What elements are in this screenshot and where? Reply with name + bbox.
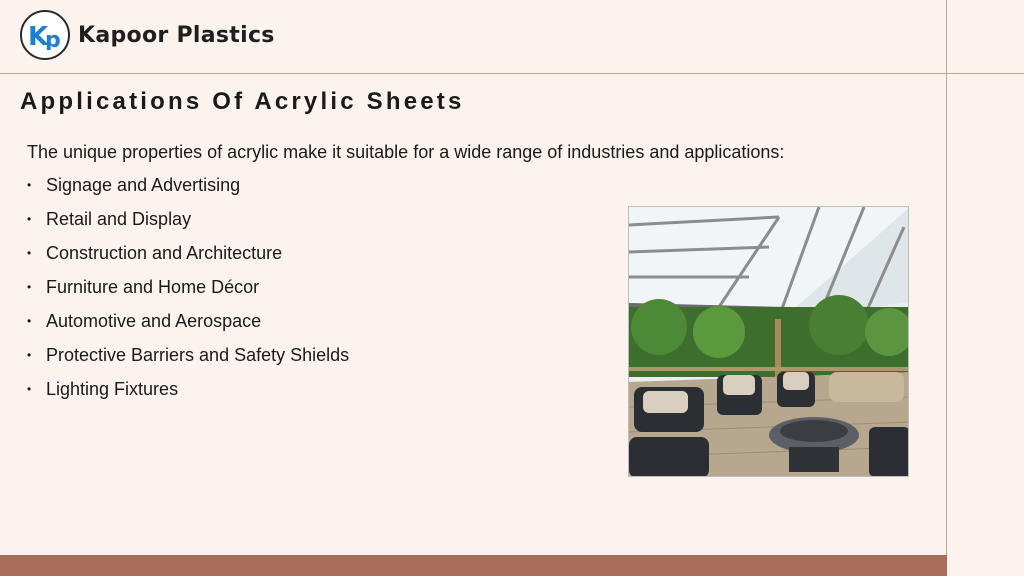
applications-list (27, 174, 349, 412)
list-item: • Protective Barriers and Safety Shields (27, 345, 350, 365)
list-item: • Signage and Advertising (27, 175, 241, 195)
list-item: • Automotive and Aerospace (27, 311, 262, 331)
bullet-icon: • (27, 382, 32, 396)
slide-title: Applications Of Acrylic Sheets (20, 88, 465, 115)
footer-bar (0, 555, 947, 576)
list-item: • Furniture and Home Décor (27, 277, 260, 297)
list-item: • Lighting Fixtures (27, 379, 179, 399)
acrylic-roof-patio-photo (628, 206, 909, 477)
vertical-divider (946, 0, 947, 576)
list-item: • Construction and Architecture (27, 243, 283, 263)
svg-text:p: p (45, 28, 61, 50)
svg-text:K: K (28, 22, 49, 50)
bullet-icon: • (27, 178, 32, 192)
bullet-icon: • (27, 246, 32, 260)
bullet-icon: • (27, 212, 32, 226)
brand-logo (20, 10, 275, 60)
kp-logo-icon (20, 10, 70, 60)
bullet-icon: • (27, 314, 32, 328)
list-item: • Retail and Display (27, 209, 192, 229)
brand-name: Kapoor Plastics (78, 22, 275, 48)
header-divider (0, 73, 1024, 74)
bullet-icon: • (27, 280, 32, 294)
intro-text: The unique properties of acrylic make it suitable for a wide range of industries and applications: (27, 142, 785, 162)
bullet-icon: • (27, 348, 32, 362)
